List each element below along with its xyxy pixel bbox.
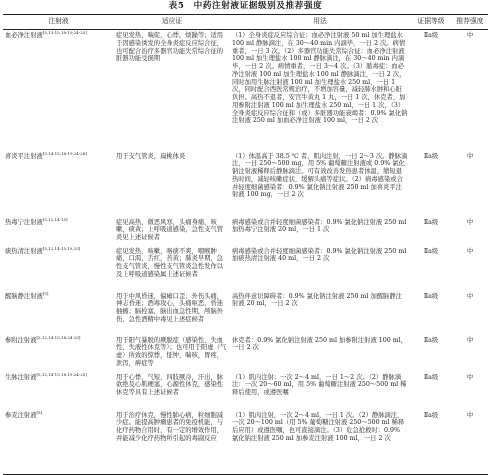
reference-mark: [5,12,14-15,18,24-25] [36, 334, 81, 340]
usage-cell: 高热伴意识障碍者：0.9% 氯化钠注射液 250 ml 加醒脑静注射液 20 ml，一日 2 次 [232, 292, 402, 308]
reference-mark: [5,13-15,18-19,24-25] [42, 30, 87, 35]
table-header-row [3, 15, 488, 30]
injection-cell [3, 372, 114, 410]
table-row [3, 410, 488, 475]
reference-mark: [5,12,14-15] [42, 216, 68, 222]
indication-cell: 用于中风昏迷，偏瘫口歪；外伤头痛，神志昏迷；酒毒攻心，头痛呕恶，昏迷抽搐；脑栓塞，脑出血急性期，颅脑外伤，急性酒精中毒见上述症候者 [116, 292, 224, 323]
injection-name: 生脉注射液 [5, 373, 37, 381]
table-row [3, 30, 488, 151]
indication-cell: 症见发热，喘促，心悸，烦躁等；适用于因感染诱发的全身炎症反应综合征，也可配合治疗多器官功能失常综合征的脏器功能受损期 [116, 32, 224, 63]
reference-mark: [5] [36, 409, 43, 415]
col-header-recommendation: 推荐强度 [452, 15, 488, 30]
evidence-table [3, 14, 488, 475]
table-row [3, 335, 488, 372]
indication-cell: 症见高热，微恶风寒，头痛身痛，咳嗽，痰黄；上呼吸道感染，急性支气管炎见上述证候者 [116, 218, 224, 241]
injection-name: 血必净注射液 [5, 32, 43, 39]
reference-mark: [5] [42, 290, 49, 296]
evidence-level-cell: Ⅱa级 [423, 152, 439, 160]
injection-name: 参附注射液 [5, 336, 37, 344]
injection-cell [3, 335, 114, 372]
evidence-level-cell: Ⅱa级 [423, 292, 439, 300]
usage-cell: （1）肌内注射：一次 2～4 ml，一日 1～2 次。（2）静脉滴注：一次 20～60 ml，用 5% 葡萄糖注射液 250～500 ml 稀释后使用，或遵医嘱 [232, 373, 407, 396]
usage-cell: （1）肌肉注射，一次 2～4 ml，一日 1 次。（2）静脉滴注，一次 20～100 ml（用 5% 葡萄糖注射液 250～500 ml 稀释后应用）或遵医嘱，也可直接滴注。（3）危急抢救时：0.9% 氯化钠注射液 250 ml 加参麦注射液 100 ml，一日 2 次 [230, 410, 410, 475]
usage-cell: 休克者：0.9% 氯化钠注射液 250 ml 加参附注射液 100 ml，一日 2 次 [232, 336, 408, 352]
injection-name: 喜炎平注射液 [5, 152, 43, 160]
recommendation-cell: 中 [452, 410, 488, 475]
injection-name: 痰热清注射液 [5, 247, 43, 255]
usage-cell: 病毒感染或合并轻度细菌感染者：0.9% 氯化钠注射液 250 ml 加痰热清注射液 40 ml，一日 2 次 [232, 247, 407, 263]
injection-cell [3, 291, 114, 335]
injection-cell [3, 217, 114, 246]
recommendation-cell: 中 [466, 218, 474, 226]
table-row [3, 151, 488, 217]
usage-cell: （1）体温高于 38.5 ℃ 者，肌肉注射，一日 2～3 次。静脉滴注，一日 250～500 mg，用 5% 葡萄糖注射液或 0.9% 氯化钠注射液稀释后静脉滴注。可有效改善发热患者体温，缩短退热时间，减轻咳嗽症状，缓解头痛等症状。（2）病毒感染或合并轻度细菌感染者：0.9% 氯化钠注射液 250 ml 加喜炎平注射液 100 mg，一日 2 次 [232, 152, 408, 199]
indication-cell: 用于支气管炎，扁桃体炎 [116, 152, 186, 160]
usage-cell: （1）全身炎症反应综合征：血必净注射液 50 ml 加生理盐水 100 ml 静脉滴注，在 30～40 min 内滴毕，一日 2 次。病情重者，一日 3 次。（2）多器官功能失常综合征：血必净注射液 100 ml 加生理盐水 100 ml 静脉滴注，在 30～40 min 内滴毕，一日 2 次。病情重者，一日 3～4 次。（3）脓毒症：血必净注射液 100 ml 加生理盐水 100 ml 静脉滴注，一日 2 次，同时加用生脉注射液 100 ml 加生理盐水 250 ml，一日 1 次，同时配合西医常规治疗，不增加容量，减轻肺水肿和心脏负担。高热不退者，安宫牛黄丸 1 丸，一日 1 次，休克者，加用参附注射液 100 ml 加生理盐水 250 ml，一日 1 次，（3）全身炎症反应综合征和（或）多脏器功能衰竭者：0.9% 氯化钠注射液 250 ml 加血必净注射液 100 ml，一日 2 次 [232, 32, 408, 125]
evidence-level-cell: Ⅱa级 [423, 373, 439, 381]
table-row [3, 372, 488, 410]
injection-cell [3, 151, 114, 217]
col-header-evidence-level: 证据等级 [410, 15, 452, 30]
recommendation-cell: 中 [466, 32, 474, 39]
indication-cell: 用于心悸，气短，四肢厥冷，汗出，脉欲绝及心肌梗塞，心源性休克，感染性休克等具有上述证候者 [116, 373, 224, 396]
injection-cell [3, 410, 114, 475]
injection-cell [3, 246, 114, 291]
usage-cell: 病毒感染或合并轻度细菌感染者：0.9% 氯化钠注射液 250 ml 加热毒宁注射液 20 ml，一日 1 次 [232, 218, 407, 234]
recommendation-cell: 中 [466, 152, 474, 160]
injection-name: 参麦注射液 [5, 411, 37, 419]
table-row [3, 217, 488, 246]
evidence-level-cell: Ⅱa级 [423, 247, 439, 255]
reference-mark: [5,12,14-15,18,19,24-25] [36, 371, 87, 377]
reference-mark: [5,12,14-15,19,25] [42, 245, 81, 251]
recommendation-cell: 中 [466, 292, 474, 300]
col-header-injection: 注射液 [3, 15, 114, 30]
indication-cell: 用于阳气暴脱的厥脱症（感染性、失血性、失液性休克等）；也可用于阳虚（气虚）所致的惊悸，怔忡，喘咳，胃疼，泄泻，痹症等 [116, 336, 227, 367]
evidence-level-cell: Ⅱa级 [423, 336, 439, 344]
reference-mark: [5,14-15,18-19,24-28] [42, 150, 87, 156]
table-title: 表5 中药注射液证据级别及推荐强度 [168, 1, 323, 11]
table-row [3, 291, 488, 335]
table-row [3, 246, 488, 291]
recommendation-cell: 中 [466, 247, 474, 255]
evidence-level-cell: Ⅱa级 [410, 410, 452, 475]
recommendation-cell: 中 [466, 336, 474, 344]
injection-name: 热毒宁注射液 [5, 218, 43, 226]
injection-name: 醒脑静注射液 [5, 292, 43, 300]
recommendation-cell: 中 [466, 373, 474, 381]
indication-cell: 症见发热，咳嗽，咯痰不爽，咽喉肿痛，口渴，舌红，苔黄；肺炎早期，急性支气管炎，慢性支气管炎急性发作以及上呼吸道感染属上述证候者 [116, 247, 224, 278]
evidence-level-cell: Ⅱa级 [423, 218, 439, 226]
col-header-usage: 用法 [230, 15, 410, 30]
indication-cell: 用于治疗休克，慢性肺心病，粒细胞减少症。能提高肿瘤患者的免疫机能，与化疗药物合用时，有一定的增效作用，并能减少化疗药物所引起的毒副反应 [114, 410, 230, 475]
col-header-indication: 适应证 [114, 15, 230, 30]
evidence-level-cell: Ⅱa级 [423, 32, 439, 39]
injection-cell [3, 30, 114, 151]
